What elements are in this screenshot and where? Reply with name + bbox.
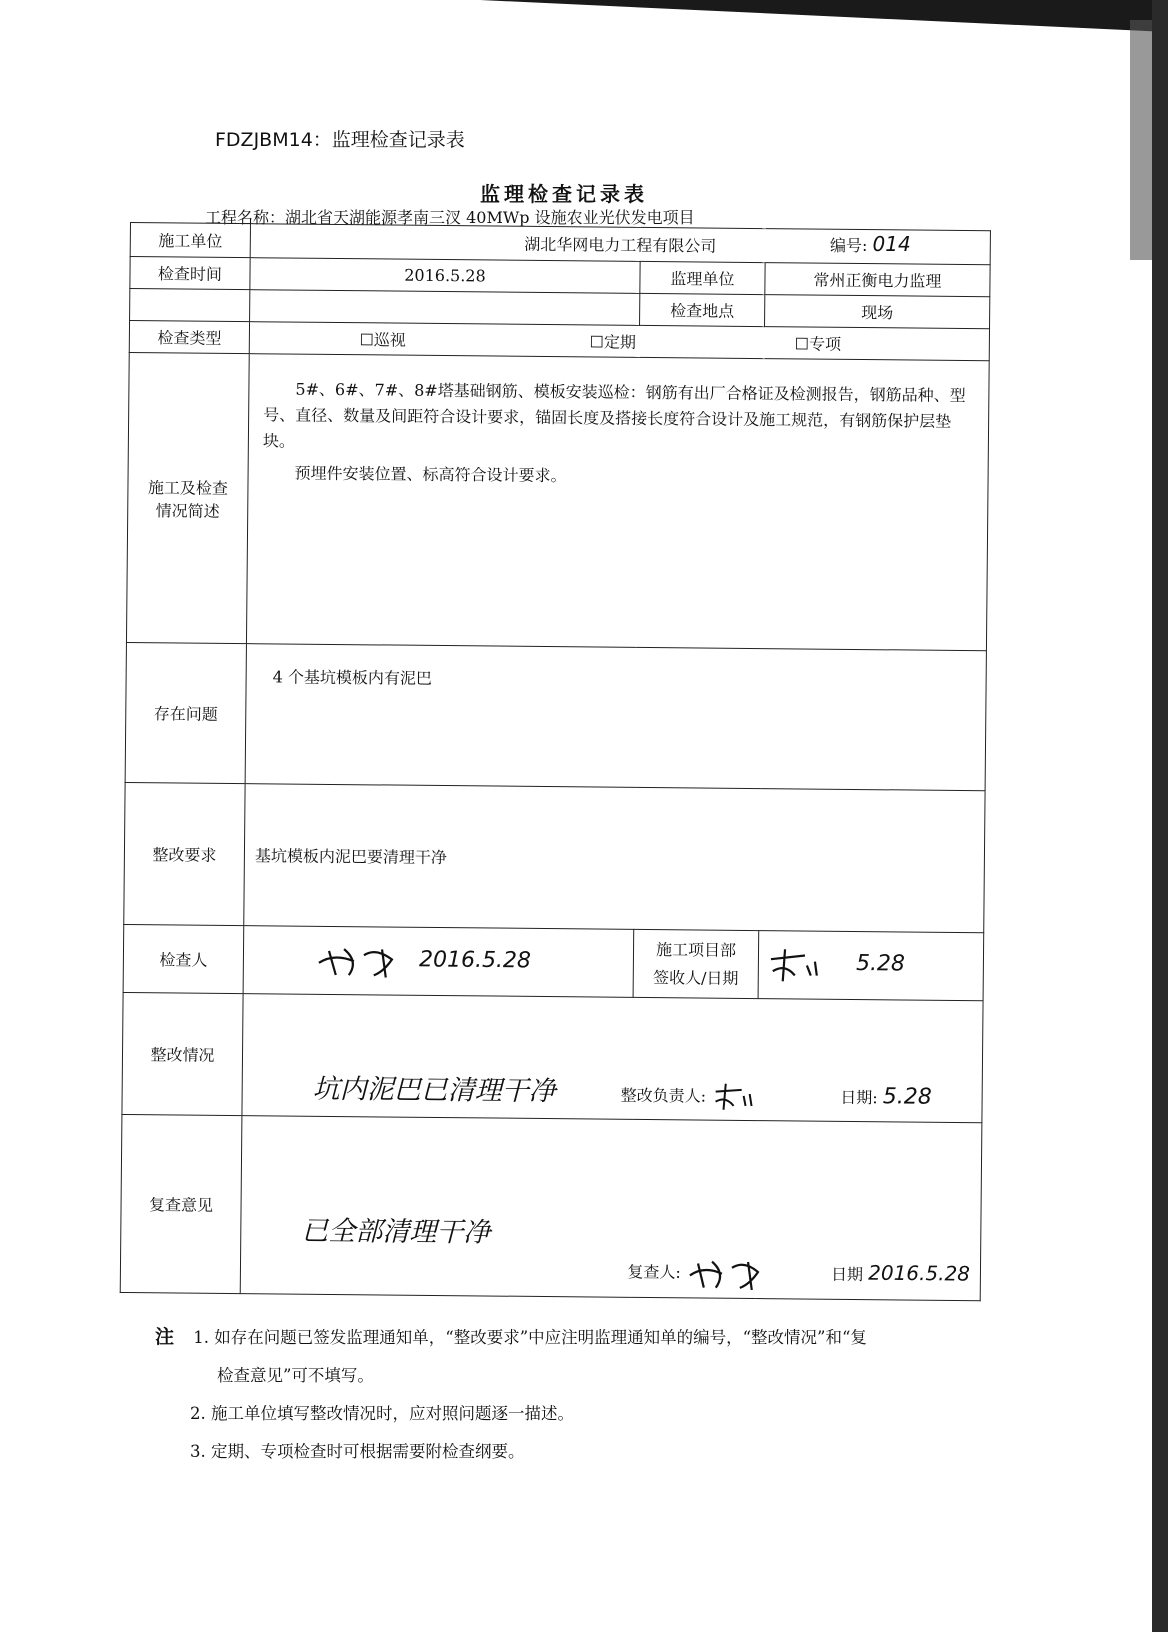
supervisor-value: 常州正衡电力监理 [765,263,990,297]
row-problem [125,642,986,790]
note-1-continued: 检查意见”可不填写。 [217,1366,374,1385]
description-label: 施工及检查情况简述 [126,352,249,643]
review-content [240,1116,982,1301]
project-dept-date: 5.28 [855,951,906,977]
note-1-text: 1. 如存在问题已签发监理通知单，“整改要求”中应注明监理通知单的编号，“整改情况”和“复 [193,1328,867,1347]
problem-value: 4 个基坑模板内有泥巴 [245,644,986,791]
inspection-table [120,222,991,1301]
row-review [120,1114,982,1300]
description-paragraph-1: 5#、6#、7#、8#塔基础钢筋、模板安装巡检：钢筋有出厂合格证及检测报告，钢筋品种、型号、直径、数量及间距符合设计要求，锚固长度及搭接长度符合设计及施工规范，有钢筋保护层垫块。 [262,379,966,451]
supervisor-label: 监理单位 [640,261,765,294]
rectify-requirement-value: 基坑模板内泥巴要清理干净 [244,784,985,933]
reviewer-line [301,1252,970,1294]
problem-label: 存在问题 [125,642,246,783]
row-rectify-status [122,992,983,1122]
rectify-status-label: 整改情况 [122,992,243,1115]
rectify-status-value: 坑内泥巴已清理干净 [312,1073,556,1107]
document-title: 监理检查记录表 [480,182,648,206]
description-content [246,354,989,651]
serial-label: 编号: [830,236,868,255]
row-inspector [123,924,984,1000]
location-value: 现场 [765,295,990,329]
location-spacer [250,290,640,326]
type-label: 检查类型 [129,321,249,354]
rectify-date-label: 日期: [840,1087,878,1107]
review-date-value: 2016.5.28 [868,1260,971,1286]
project-dept-label-line1: 施工项目部 [655,939,737,960]
project-dept-label-line2: 签收人/日期 [652,967,739,988]
type-option-patrol[interactable]: ☐巡视 [359,330,406,350]
row-rectify-requirement [124,782,985,932]
type-label-spacer [130,289,250,322]
type-option-special[interactable]: ☐专项 [794,334,842,354]
inspect-time-value: 2016.5.28 [250,258,640,294]
reviewer-label: 复查人: [627,1262,681,1282]
review-date-label: 日期 [830,1264,864,1284]
review-label: 复查意见 [120,1114,242,1293]
note-3: 3. 定期、专项检查时可根据需要附检查纲要。 [190,1442,525,1461]
note-2: 2. 施工单位填写整改情况时，应对照问题逐一描述。 [190,1404,574,1423]
location-label: 检查地点 [640,293,765,326]
rectify-date-value: 5.28 [882,1083,932,1110]
inspector-label: 检查人 [123,924,244,993]
receiver-signature [765,945,825,986]
inspect-time-label: 检查时间 [130,257,250,290]
rectify-status-content [242,994,983,1123]
project-name: 湖北省天湖能源孝南三汊 40MWp 设施农业光伏发电项目 [285,208,695,227]
rectify-person-label: 整改负责人: [620,1085,707,1106]
rectify-person-signature [711,1082,755,1112]
project-dept-label [633,929,759,998]
project-dept-signature-cell [758,931,984,1001]
inspector-signature-cell [243,926,634,998]
inspection-form [120,222,990,1320]
notes-section [155,1318,1015,1471]
inspector-signature [314,940,414,981]
note-1 [155,1318,1015,1357]
type-option-periodic[interactable]: ☐定期 [589,332,637,352]
description-paragraph-2: 预埋件安装位置、标高符合设计要求。 [294,463,567,486]
notes-label: 注 [155,1326,175,1348]
contractor-value: 湖北华网电力工程有限公司 [250,224,990,265]
reviewer-signature [686,1255,776,1292]
rectify-requirement-label: 整改要求 [124,782,245,925]
review-value: 已全部清理干净 [301,1215,491,1249]
project-label: 工程名称： [205,208,286,227]
inspector-date: 2016.5.28 [418,946,532,973]
document-code: FDZJBM14：监理检查记录表 [215,129,465,151]
serial-value: 014 [872,232,911,256]
contractor-label: 施工单位 [130,223,250,258]
row-description [126,352,989,650]
